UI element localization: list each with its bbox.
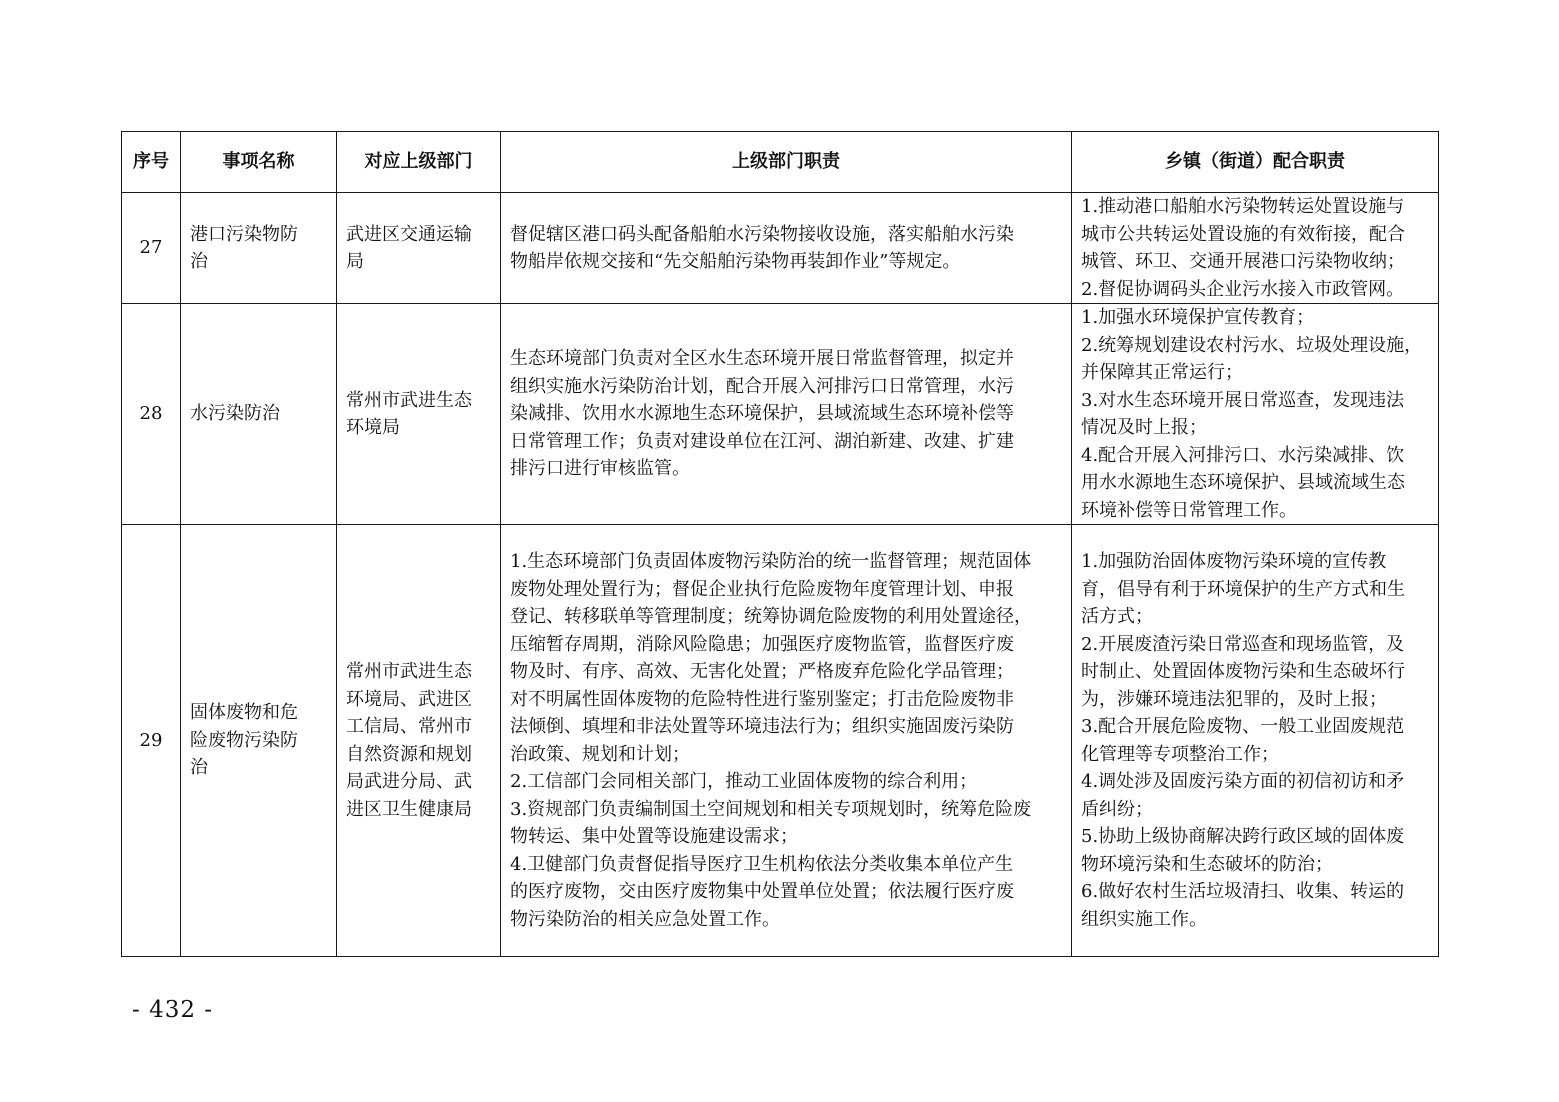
text-line: 物环境污染和生态破坏的防治； [1081, 853, 1333, 875]
township-duty-cell [1072, 193, 1439, 304]
text-line: 港口污染物防 [190, 223, 298, 245]
row-number: 28 [122, 304, 181, 525]
header-item-name: 事项名称 [181, 132, 337, 193]
text-line: 治 [190, 757, 208, 779]
text-line: 城市公共转运处置设施的有效衔接，配合 [1081, 223, 1405, 245]
text-line: 环境局 [346, 417, 400, 438]
text-line: 常州市武进生态 [346, 661, 472, 682]
text-line: 对不明属性固体废物的危险特性进行鉴别鉴定；打击危险废物非 [510, 688, 1014, 710]
header-superior-duties: 上级部门职责 [501, 132, 1072, 193]
text-line: 生态环境部门负责对全区水生态环境开展日常监督管理，拟定并 [510, 348, 1014, 370]
text-line: 5.协助上级协商解决跨行政区域的固体废 [1081, 826, 1405, 847]
table-row [122, 525, 1439, 957]
table-header-row [122, 132, 1439, 193]
text-line: 险废物污染防 [190, 729, 298, 751]
header-township-duties: 乡镇（街道）配合职责 [1072, 132, 1439, 193]
text-line: 环境补偿等日常管理工作。 [1081, 499, 1297, 521]
text-line: 用水水源地生态环境保护、县域流域生态 [1081, 472, 1405, 493]
text-line: 废物处理处置行为；督促企业执行危险废物年度管理计划、申报 [510, 578, 1014, 600]
text-line: 治 [190, 251, 208, 272]
text-line: 3.配合开展危险废物、一般工业固废规范 [1081, 716, 1405, 737]
township-duty-cell [1072, 525, 1439, 957]
text-line: 3.资规部门负责编制国土空间规划和相关专项规划时，统筹危险废 [510, 798, 1032, 820]
text-line: 6.做好农村生活垃圾清扫、收集、转运的 [1081, 881, 1405, 902]
text-line: 盾纠纷； [1081, 798, 1153, 820]
superior-duty-cell [501, 304, 1072, 525]
text-line: 时制止、处置固体废物污染和生态破坏行 [1081, 661, 1405, 682]
row-number: 27 [122, 193, 181, 304]
text-line: 治政策、规划和计划； [510, 743, 690, 765]
text-line: 局武进分局、武 [346, 771, 472, 792]
text-line: 进区卫生健康局 [346, 798, 472, 820]
text-line: 的医疗废物，交由医疗废物集中处置单位处置；依法履行医疗废 [510, 881, 1014, 902]
responsibility-table [121, 131, 1439, 957]
text-line: 物及时、有序、高效、无害化处置；严格废弃危险化学品管理； [510, 661, 1014, 682]
department-cell [337, 304, 501, 525]
text-line: 染减排、饮用水水源地生态环境保护，县域流域生态环境补偿等 [510, 403, 1014, 425]
text-line: 日常管理工作；负责对建设单位在江河、湖泊新建、改建、扩建 [510, 430, 1014, 452]
text-line: 1.加强水环境保护宣传教育； [1081, 307, 1315, 328]
text-line: 法倾倒、填埋和非法处置等环境违法行为；组织实施固废污染防 [510, 716, 1014, 737]
text-line: 武进区交通运输 [346, 223, 472, 245]
text-line: 督促辖区港口码头配备船舶水污染物接收设施，落实船舶水污染 [510, 223, 1014, 245]
text-line: 2.督促协调码头企业污水接入市政管网。 [1081, 278, 1405, 300]
text-line: 压缩暂存周期，消除风险隐患；加强医疗废物监管，监督医疗废 [510, 633, 1014, 655]
township-duty-cell [1072, 304, 1439, 525]
text-line: 物污染防治的相关应急处置工作。 [510, 908, 780, 930]
item-name-cell [181, 525, 337, 957]
text-line: 育，倡导有利于环境保护的生产方式和生 [1081, 578, 1405, 600]
row-number: 29 [122, 525, 181, 957]
header-superior-department: 对应上级部门 [337, 132, 501, 193]
superior-duty-cell [501, 193, 1072, 304]
superior-duty-cell [501, 525, 1072, 957]
table-row [122, 193, 1439, 304]
text-line: 自然资源和规划 [346, 743, 472, 765]
text-line: 环境局、武进区 [346, 688, 472, 710]
department-cell [337, 193, 501, 304]
text-line: 2.统筹规划建设农村污水、垃圾处理设施， [1081, 334, 1423, 356]
text-line: 4.配合开展入河排污口、水污染减排、饮 [1081, 444, 1405, 466]
text-line: 4.卫健部门负责督促指导医疗卫生机构依法分类收集本单位产生 [510, 853, 1014, 875]
text-line: 情况及时上报； [1081, 417, 1207, 438]
text-line: 登记、转移联单等管理制度；统筹协调危险废物的利用处置途径， [510, 606, 1032, 627]
text-line: 1.生态环境部门负责固体废物污染防治的统一监督管理；规范固体 [510, 551, 1032, 572]
text-line: 1.加强防治固体废物污染环境的宣传教 [1081, 551, 1387, 572]
text-line: 水污染防治 [190, 403, 280, 425]
text-line: 为，涉嫌环境违法犯罪的，及时上报； [1081, 688, 1387, 710]
text-line: 并保障其正常运行； [1081, 362, 1243, 383]
text-line: 3.对水生态环境开展日常巡查，发现违法 [1081, 389, 1405, 411]
text-line: 2.开展废渣污染日常巡查和现场监管，及 [1081, 633, 1405, 655]
text-line: 组织实施水污染防治计划，配合开展入河排污口日常管理，水污 [510, 375, 1014, 397]
text-line: 2.工信部门会同相关部门，推动工业固体废物的综合利用； [510, 771, 978, 792]
text-line: 固体废物和危 [190, 702, 298, 724]
item-name-cell [181, 193, 337, 304]
text-line: 活方式； [1081, 606, 1153, 627]
text-line: 4.调处涉及固废污染方面的初信初访和矛 [1081, 771, 1405, 792]
text-line: 常州市武进生态 [346, 389, 472, 411]
text-line: 物转运、集中处置等设施建设需求； [510, 826, 798, 847]
text-line: 组织实施工作。 [1081, 908, 1207, 930]
text-line: 物船岸依规交接和“先交船舶污染物再装卸作业”等规定。 [510, 251, 961, 272]
department-cell [337, 525, 501, 957]
page-number: - 432 - [132, 997, 214, 1023]
text-line: 局 [346, 251, 364, 272]
text-line: 工信局、常州市 [346, 716, 472, 737]
text-line: 1.推动港口船舶水污染物转运处置设施与 [1081, 196, 1405, 217]
item-name-cell [181, 304, 337, 525]
table-row [122, 304, 1439, 525]
text-line: 排污口进行审核监管。 [510, 458, 690, 480]
header-serial-number: 序号 [122, 132, 181, 193]
text-line: 化管理等专项整治工作； [1081, 743, 1279, 765]
text-line: 城管、环卫、交通开展港口污染物收纳； [1081, 251, 1405, 272]
